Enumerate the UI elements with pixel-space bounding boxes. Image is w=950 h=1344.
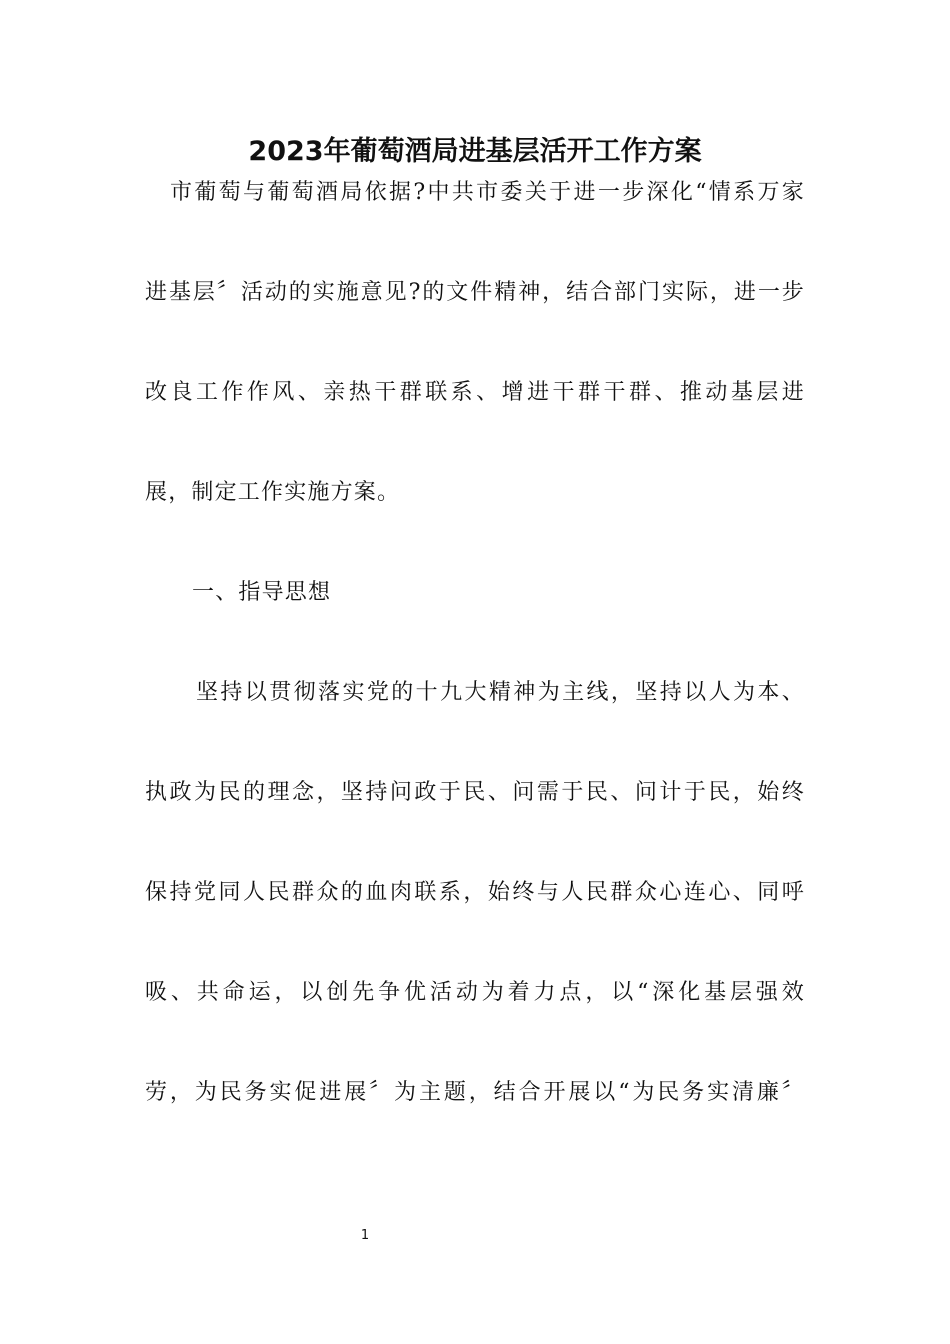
paragraph-line: 展，制定工作实施方案。 — [145, 480, 401, 505]
paragraph-line: 吸、共命运，以创先争优活动为着力点，以“深化基层强效 — [145, 980, 805, 1005]
paragraph-line: 坚持以贯彻落实党的十九大精神为主线，坚持以人为本、 — [196, 680, 805, 705]
paragraph-line: 进基层〞活动的实施意见?的文件精神，结合部门实际，进一步 — [145, 280, 805, 305]
section-heading: 一、指导思想 — [192, 580, 332, 605]
paragraph-line: 劳，为民务实促进展〞为主题，结合开展以“为民务实清廉〞 — [145, 1080, 805, 1105]
paragraph-line: 改良工作作风、亲热干群联系、增进干群干群、推动基层进 — [145, 380, 805, 405]
paragraph-line: 市葡萄与葡萄酒局依据?中共市委关于进一步深化“情系万家 — [170, 180, 805, 205]
document-title: 2023年葡萄酒局进基层活开工作方案 — [248, 136, 702, 167]
paragraph-line: 执政为民的理念，坚持问政于民、问需于民、问计于民，始终 — [145, 780, 805, 805]
paragraph-line: 保持党同人民群众的血肉联系，始终与人民群众心连心、同呼 — [145, 880, 805, 905]
page-number: 1 — [360, 1228, 370, 1243]
